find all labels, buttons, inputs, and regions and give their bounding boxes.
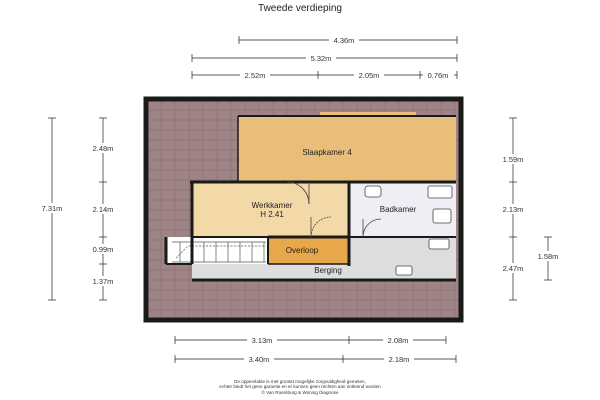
dim-left-seg3: 0.99m xyxy=(92,245,114,254)
disclaimer-line-2: echter biedt het geen garantie en er kunnen geen rechten aan ontleend worden xyxy=(219,384,381,390)
dim-top-seg3: 0.76m xyxy=(427,71,449,80)
label-badkamer: Badkamer xyxy=(379,205,417,214)
toilet-icon xyxy=(365,186,381,197)
dim-right-seg2: 2.13m xyxy=(502,205,524,214)
dim-bottom-seg2: 2.08m xyxy=(387,336,409,345)
disclaimer xyxy=(0,379,600,395)
sink-icon xyxy=(428,186,452,198)
dim-left-seg1: 2.48m xyxy=(92,144,114,153)
label-werkkamer-height: H 2.41 xyxy=(260,210,284,219)
dim-bottom-seg1: 3.13m xyxy=(251,336,273,345)
label-overloop: Overloop xyxy=(285,246,319,255)
dim-top-overall: 4.36m xyxy=(333,36,355,45)
berging-sink-icon xyxy=(396,266,412,275)
dim-bottom-seg3: 3.40m xyxy=(248,355,270,364)
dim-left-total: 7.31m xyxy=(41,204,63,213)
dim-right-seg3: 2.47m xyxy=(502,264,524,273)
dim-right-seg1: 1.59m xyxy=(502,155,524,164)
disclaimer-line-1: De oppervlakte is met grootst mogelijke zorgvuldigheid gemeten, xyxy=(234,379,366,384)
label-berging: Berging xyxy=(314,266,342,275)
utility-sink-icon xyxy=(429,239,449,249)
dim-top-seg1: 2.52m xyxy=(244,71,266,80)
washbasin-icon xyxy=(433,209,451,223)
label-werkkamer: Werkkamer xyxy=(251,201,293,210)
label-slaapkamer: Slaapkamer 4 xyxy=(302,148,352,157)
dim-right-inner: 1.58m xyxy=(537,252,559,261)
stair-area xyxy=(167,237,268,264)
dim-left-seg2: 2.14m xyxy=(92,205,114,214)
dim-top-total: 5.32m xyxy=(310,54,332,63)
disclaimer-line-3: © Van Roemburg & Woning Diagnose xyxy=(261,389,339,395)
dim-top-seg2: 2.05m xyxy=(358,71,380,80)
dim-bottom-seg4: 2.18m xyxy=(388,355,410,364)
floor-title: Tweede verdieping xyxy=(258,3,342,14)
dim-left-seg4: 1.37m xyxy=(92,277,114,286)
